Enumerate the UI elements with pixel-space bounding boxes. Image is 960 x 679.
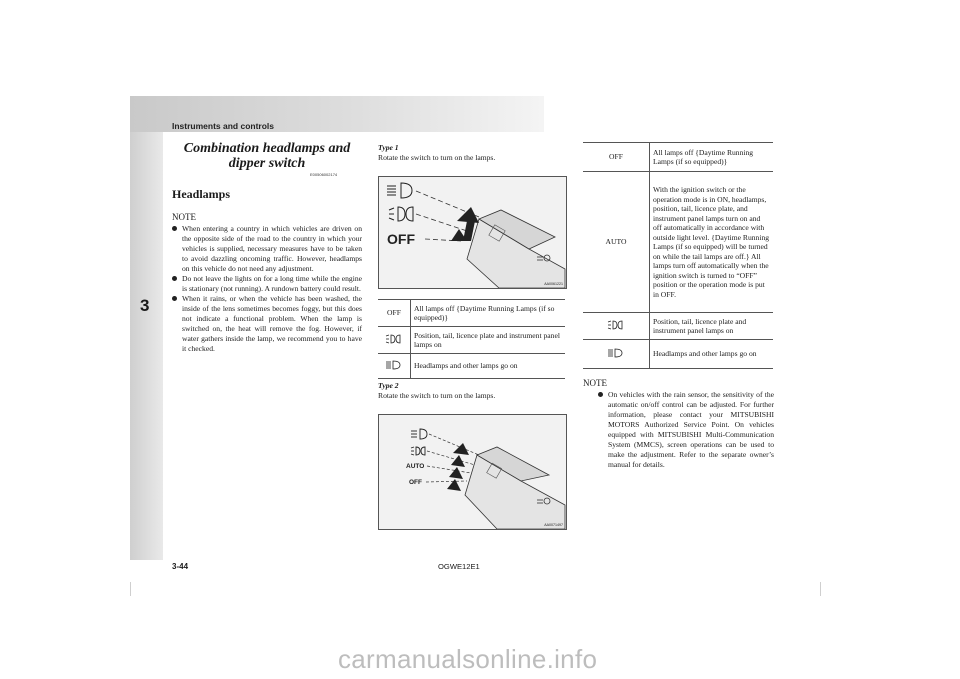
headlamp-symbol-icon (387, 183, 412, 198)
table-row (583, 172, 773, 313)
position-lamp-symbol-icon (411, 447, 425, 455)
note-bullets (598, 390, 774, 470)
bullet-icon (172, 226, 177, 231)
position-lamp-icon (607, 320, 625, 330)
table-key (378, 327, 411, 354)
table-row (583, 340, 773, 369)
auto-label: AUTO (406, 463, 425, 470)
table-key (583, 313, 650, 340)
type2-block (378, 381, 568, 401)
type2-figure (378, 414, 567, 530)
chapter-tab (130, 132, 163, 560)
note-bullet: When it rains, or when the vehicle has been washed, the inside of the lens sometimes becomes foggy, but this does not indicate a functional problem. When the lamp is switched on, the heat will remove the fog. However, if water gathers inside the lamp, we recommend you to have it checked. (172, 294, 362, 354)
note-bullets (172, 224, 362, 354)
type2-label: Type 2 (378, 381, 399, 390)
type1-table (378, 299, 565, 379)
table-row (378, 354, 565, 379)
note-bullet: On vehicles with the rain sensor, the sensitivity of the automatic on/off control can be adjusted. For further information, please contact your MITSUBISHI MOTORS Authorized Service Point. On vehicles equipped with MITSUBISHI Multi-Communication System (MMCS), screen operations can be used to make the adjustment. Refer to the separate owner’s manual for details. (598, 390, 774, 470)
subheading: Headlamps (172, 187, 231, 201)
table-key: OFF (583, 143, 650, 172)
switch-illustration (379, 177, 566, 288)
table-row (583, 143, 773, 172)
document-code: OGWE12E1 (438, 562, 480, 571)
rotate-arrow-icon (453, 443, 469, 455)
chapter-number: 3 (140, 296, 150, 315)
table-desc: All lamps off {Daytime Running Lamps (if so equipped)} (650, 143, 774, 172)
bullet-icon (172, 276, 177, 281)
table-desc: With the ignition switch or the operation mode is in ON, headlamps, position, tail, licence plate, and instrument panel lamps turn on and off automatically in accordance with outside light level. {Daytime Running Lamps (if so equipped) will be turned on while the tail lamps are off.} All lamps turn off automatically when the ignition switch is turned to “OFF” position or the operation mode is put in OFF. (650, 172, 774, 313)
crop-mark (130, 582, 131, 596)
watermark: carmanualsonline.info (338, 644, 598, 674)
type2-text: Rotate the switch to turn on the lamps. (378, 391, 496, 400)
type1-label: Type 1 (378, 143, 399, 152)
section-title: Combination headlamps and dipper switch (183, 141, 351, 171)
type1-text: Rotate the switch to turn on the lamps. (378, 153, 496, 162)
type2-table (583, 142, 773, 369)
rotate-arrow-icon (451, 455, 465, 467)
type1-block (378, 143, 568, 163)
table-key: OFF (378, 300, 411, 327)
note-bullet: When entering a country in which vehicles are driven on the opposite side of the road to the country in which your vehicles is supplied, necessary measures have to be taken to avoid dazzling oncoming traffic. However, headlamps on this vehicle do not need any adjustment. (172, 224, 362, 274)
chapter-title: Instruments and controls (172, 121, 275, 131)
page-number: 3-44 (172, 562, 189, 571)
stalk-switch (467, 210, 565, 288)
off-label: OFF (387, 231, 415, 247)
table-desc: Headlamps and other lamps go on (650, 340, 774, 369)
table-desc: Position, tail, licence plate and instrument panel lamps on (650, 313, 774, 340)
position-lamp-symbol-icon (389, 207, 413, 221)
table-key (378, 354, 411, 379)
table-desc: Position, tail, licence plate and instrument panel lamps on (411, 327, 566, 354)
position-lamp-icon (385, 334, 403, 344)
figure-code: AA0061221 (544, 282, 563, 286)
table-row (378, 300, 565, 327)
headlamp-symbol-icon (411, 429, 427, 439)
table-key (583, 340, 650, 369)
table-desc: Headlamps and other lamps go on (411, 354, 566, 379)
figure-code: AA0071497 (544, 523, 563, 527)
headlamp-icon (385, 360, 403, 370)
bullet-icon (172, 296, 177, 301)
section-code: E00506002174 (310, 172, 338, 177)
note-label: NOTE (172, 212, 196, 222)
type1-figure (378, 176, 567, 289)
note-bullet: Do not leave the lights on for a long time while the engine is stationary (not running). A rundown battery could result. (172, 274, 362, 294)
off-label: OFF (409, 479, 422, 486)
crop-mark (820, 582, 821, 596)
rotate-arrow-icon (447, 479, 461, 491)
table-row (378, 327, 565, 354)
bullet-icon (598, 392, 603, 397)
rotate-arrow-icon (449, 467, 463, 479)
rotate-arrow-icon (457, 207, 479, 223)
switch-illustration (379, 415, 566, 529)
table-key: AUTO (583, 172, 650, 313)
note-label: NOTE (583, 378, 607, 388)
table-desc: All lamps off {Daytime Running Lamps (if so equipped)} (411, 300, 566, 327)
stalk-switch (465, 447, 565, 529)
headlamp-icon (607, 348, 625, 358)
table-row (583, 313, 773, 340)
